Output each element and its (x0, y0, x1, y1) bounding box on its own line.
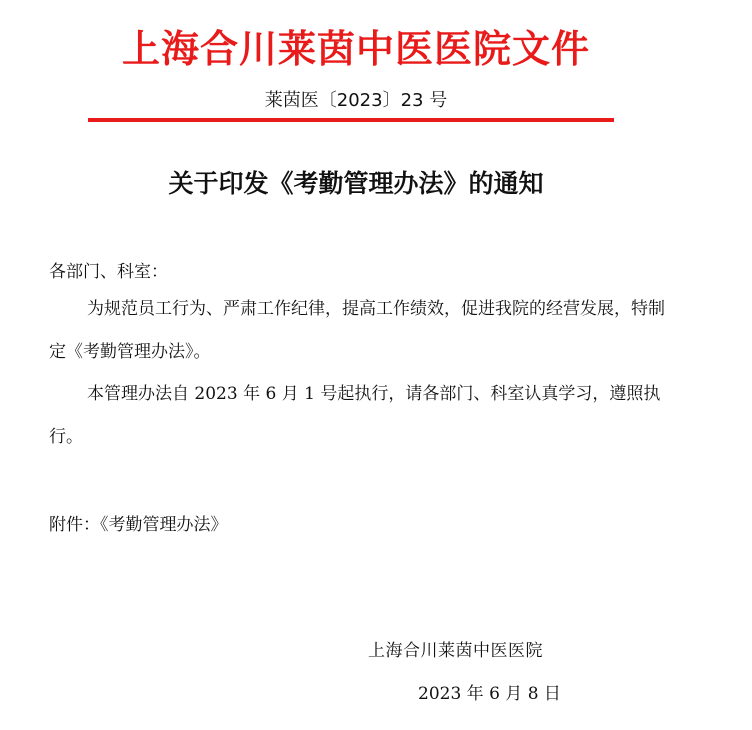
attachment-line: 附件：《考勤管理办法》 (49, 515, 228, 535)
red-divider-line (88, 118, 614, 122)
salutation: 各部门、科室： (49, 262, 168, 282)
document-header-title: 上海合川莱茵中医医院文件 (121, 27, 590, 71)
document-number: 莱茵医〔2023〕23 号 (264, 90, 448, 111)
signature-organization: 上海合川莱茵中医医院 (368, 641, 543, 661)
body-paragraph-1: 为规范员工行为、严肃工作纪律，提高工作绩效，促进我院的经营发展，特制定《考勤管理办法》。 (49, 299, 665, 362)
body-paragraph-2: 本管理办法自 2023 年 6 月 1 号起执行，请各部门、科室认真学习，遵照执行。 (49, 384, 661, 447)
notice-title: 关于印发《考勤管理办法》的通知 (168, 169, 544, 198)
signature-date: 2023 年 6 月 8 日 (418, 684, 561, 704)
